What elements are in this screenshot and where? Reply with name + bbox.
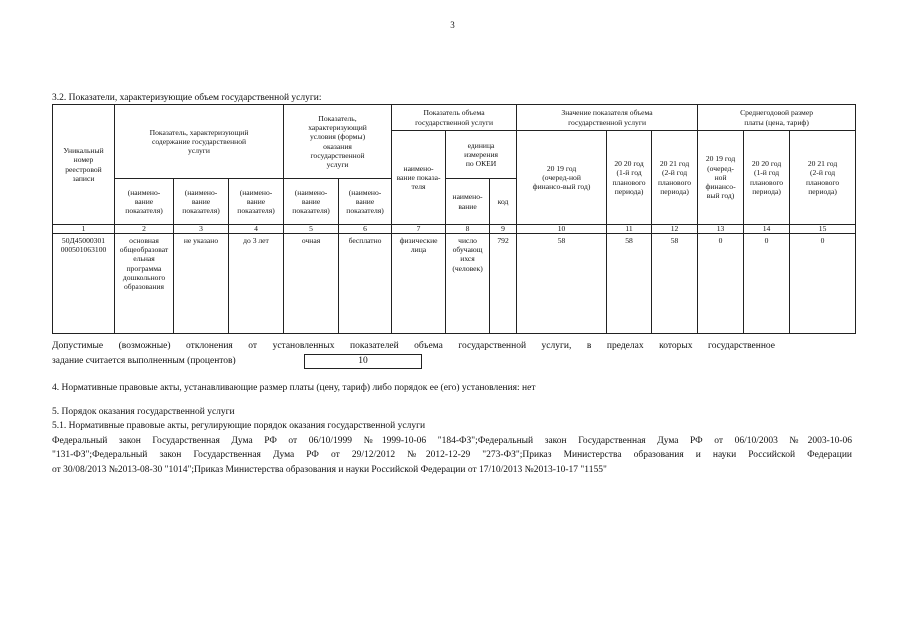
header-content-sub-1: (наимено- вание показателя) bbox=[115, 179, 174, 225]
header-fee-2021: 20 21 год (2-й год планового периода) bbox=[790, 131, 856, 225]
cell-value-2021: 58 bbox=[652, 233, 698, 333]
header-content-sub-3: (наимено- вание показателя) bbox=[229, 179, 284, 225]
header-value-2020: 20 20 год (1-й год планового периода) bbox=[607, 131, 652, 225]
law-line: Федеральный закон Государственная Дума РФ от 06/10/1999 №1999-10-06 "184-ФЗ";Федеральный закон Государственная Дума РФ от 06/10/2003 №2003-10-06 bbox=[52, 436, 852, 446]
header-unique-number: Уникальный номер реестровой записи bbox=[53, 105, 115, 225]
col-number: 9 bbox=[490, 225, 517, 234]
col-number: 1 bbox=[53, 225, 115, 234]
header-unit-okei: единица измерения по ОКЕИ bbox=[446, 131, 517, 179]
header-indicator-name: наимено- вание показа- теля bbox=[392, 131, 446, 225]
deviation-text: Допустимые (возможные) отклонения от установленных показателей объема государственной услуги, в пределах которых государственное bbox=[52, 341, 775, 351]
header-value-2019: 20 19 год (очеред-ной финансо-вый год) bbox=[517, 131, 607, 225]
col-number: 5 bbox=[284, 225, 339, 234]
col-number: 6 bbox=[339, 225, 392, 234]
deviation-percent-box: 10 bbox=[304, 354, 422, 369]
header-content-indicator: Показатель, характеризующий содержание государственной услуги bbox=[115, 105, 284, 179]
cell-value-2020: 58 bbox=[607, 233, 652, 333]
page-number: 3 bbox=[450, 20, 455, 30]
law-line: от 30/08/2013 №2013-08-30 "1014";Приказ Министерства образования и науки Российской Федерации от 17/10/2013 №2013-10-17 "1155" bbox=[52, 464, 607, 475]
cell-unit-code: 792 bbox=[490, 233, 517, 333]
cell-fee-2019: 0 bbox=[698, 233, 744, 333]
cell-value-2019: 58 bbox=[517, 233, 607, 333]
header-content-sub-2: (наимено- вание показателя) bbox=[174, 179, 229, 225]
cell-fee-2021: 0 bbox=[790, 233, 856, 333]
col-number: 3 bbox=[174, 225, 229, 234]
col-number: 12 bbox=[652, 225, 698, 234]
cell-content-1: основная общеобразоват ельная программа дошкольного образования bbox=[115, 233, 174, 333]
header-condition-sub-1: (наимено- вание показателя) bbox=[284, 179, 339, 225]
col-number: 14 bbox=[744, 225, 790, 234]
header-volume-value: Значение показателя объема государственной услуги bbox=[517, 105, 698, 131]
header-conditions-indicator: Показатель, характеризующий условия (формы) оказания государственной услуги bbox=[284, 105, 392, 179]
header-unit-name: наимено- вание bbox=[446, 179, 490, 225]
col-number: 15 bbox=[790, 225, 856, 234]
cell-fee-2020: 0 bbox=[744, 233, 790, 333]
col-number: 2 bbox=[115, 225, 174, 234]
normative-acts-text bbox=[52, 434, 852, 477]
col-number: 8 bbox=[446, 225, 490, 234]
section-title: 3.2. Показатели, характеризующие объем государственной услуги: bbox=[52, 93, 322, 103]
header-fee-2019: 20 19 год (очеред- ной финансо- вый год) bbox=[698, 131, 744, 225]
cell-content-3: до 3 лет bbox=[229, 233, 284, 333]
section-5-title: 5. Порядок оказания государственной услуги bbox=[52, 407, 235, 417]
header-average-fee: Среднегодовой размер платы (цена, тариф) bbox=[698, 105, 856, 131]
col-number: 13 bbox=[698, 225, 744, 234]
col-number: 7 bbox=[392, 225, 446, 234]
cell-condition-1: очная bbox=[284, 233, 339, 333]
header-condition-sub-2: (наимено- вание показателя) bbox=[339, 179, 392, 225]
header-fee-2020: 20 20 год (1-й год планового периода) bbox=[744, 131, 790, 225]
table-row bbox=[53, 233, 856, 333]
cell-content-2: не указано bbox=[174, 233, 229, 333]
cell-indicator-name: физические лица bbox=[392, 233, 446, 333]
cell-condition-2: бесплатно bbox=[339, 233, 392, 333]
col-number: 11 bbox=[607, 225, 652, 234]
header-value-2021: 20 21 год (2-й год планового периода) bbox=[652, 131, 698, 225]
section-4-text: 4. Нормативные правовые акты, устанавливающие размер платы (цену, тариф) либо порядок ее (его) установления: нет bbox=[52, 383, 536, 393]
col-number: 4 bbox=[229, 225, 284, 234]
header-volume-indicator: Показатель объема государственной услуги bbox=[392, 105, 517, 131]
header-unit-code: код bbox=[490, 179, 517, 225]
section-5-1-title: 5.1. Нормативные правовые акты, регулирующие порядок оказания государственной услуги bbox=[52, 421, 426, 431]
cell-unit-name: число обучающ ихся (человек) bbox=[446, 233, 490, 333]
deviation-text-line2: задание считается выполненным (процентов) bbox=[52, 356, 236, 366]
col-number: 10 bbox=[517, 225, 607, 234]
law-line: "131-ФЗ";Федеральный закон Государственная Дума РФ от 29/12/2012 №2012-12-29 "273-ФЗ";Приказ Министерства образования и науки Российской Федерации bbox=[52, 450, 852, 461]
volume-indicators-table bbox=[52, 104, 856, 334]
cell-unique-number: 50Д45000301 000501063100 bbox=[53, 233, 115, 333]
